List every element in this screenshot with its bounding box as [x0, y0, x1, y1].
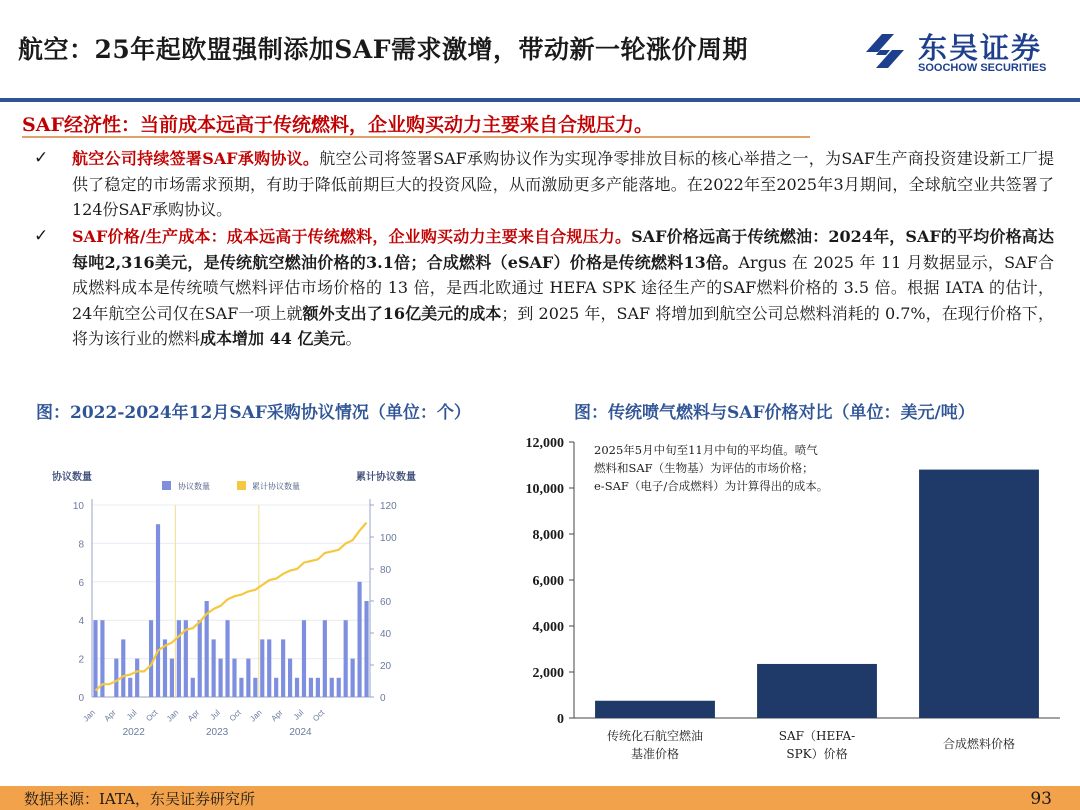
data-source: 数据来源：IATA，东吴证券研究所 [24, 790, 255, 808]
agreement-bar [218, 659, 222, 697]
y-tick-label-left: 10 [72, 501, 84, 512]
chart-annotation [594, 441, 894, 495]
checkmark-icon: ✓ [34, 148, 49, 168]
section-underline [22, 136, 810, 138]
agreement-bar [121, 639, 125, 697]
agreement-bar [198, 620, 202, 697]
x-tick-label: Apr [185, 708, 202, 724]
agreement-bar [274, 678, 278, 697]
agreement-bar [302, 620, 306, 697]
x-tick-label: Jul [291, 708, 306, 722]
agreement-bar [246, 659, 250, 697]
agreement-bar [239, 678, 243, 697]
price-bar [757, 664, 877, 718]
x-tick-label: Jan [81, 708, 97, 724]
year-label: 2023 [205, 727, 229, 738]
agreement-bar [156, 524, 160, 697]
y-tick-label-left: 4 [78, 616, 84, 628]
year-label: 2024 [289, 727, 312, 738]
y-tick-label-right: 120 [380, 501, 397, 512]
y-tick-label-left: 6 [78, 577, 84, 589]
x-tick-label: Oct [311, 708, 327, 724]
y-tick-label: 8,000 [532, 528, 564, 543]
annotation-line: 2025年5月中旬至11月中旬的平均值。喷气 [594, 443, 818, 457]
x-category-label: SPK）价格 [786, 747, 848, 761]
agreement-bar [253, 678, 257, 697]
bullet-bold-2: 额外支出了16亿美元的成本 [302, 303, 502, 323]
bullet-text-1 [72, 146, 1054, 223]
bullet-body-1: 航空公司将签署SAF承购协议作为实现净零排放目标的核心举措之一，为SAF生产商投资建设新工厂提供了稳定的市场需求预期，有助于降低前期巨大的投资风险，从而激励更多产能落地。在2022年至2025年3月期间，全球航空业共签署了124份SAF承购协议。 [72, 149, 1054, 219]
agreement-bar [135, 659, 139, 697]
agreement-bar [212, 639, 216, 697]
agreement-bar [281, 639, 285, 697]
agreement-bar [177, 620, 181, 697]
header-divider [0, 98, 1080, 102]
agreements-chart-svg [40, 458, 420, 744]
y-tick-label-right: 20 [380, 661, 392, 672]
bullet-bold-1: SAF价格远高于传统燃油：2024年，SAF的平均价格高达每吨2,316美元，是传统航空燃油价格的3.1倍；合成燃料（eSAF）价格是传统燃料13倍。 [72, 227, 1054, 272]
right-chart-caption: 图：传统喷气燃料与SAF价格对比（单位：美元/吨） [574, 403, 975, 423]
agreement-bar [357, 582, 361, 697]
annotation-line: 燃料和SAF（生物基）为评估的市场价格； [594, 461, 814, 475]
x-tick-label: Jul [124, 708, 139, 722]
agreement-bar [288, 659, 292, 697]
agreement-bar [330, 678, 334, 697]
y-tick-label-left: 2 [78, 654, 84, 666]
y-tick-label-left: 0 [78, 693, 84, 704]
y-axis-title-left: 协议数量 [52, 472, 92, 483]
agreement-bar [309, 678, 313, 697]
y-tick-label-right: 80 [380, 565, 392, 576]
agreement-bar [93, 620, 97, 697]
legend-swatch-line [237, 481, 246, 490]
y-tick-label-right: 40 [380, 629, 392, 640]
y-tick-label: 2,000 [532, 666, 564, 681]
legend-swatch-bars [162, 481, 171, 490]
legend-label-bars: 协议数量 [178, 482, 210, 491]
bullet-bold-3: 成本增加 44 亿美元 [200, 329, 346, 348]
bullet-body-2b: ；到 2025 年，SAF 将增加到航空公司总燃料消耗的 0.7%，在现行价格下，将为该行业的燃料 [72, 303, 1054, 348]
price-bar [595, 701, 715, 718]
logo-chinese-name: 东吴证券 [918, 31, 1043, 65]
bullet-lead-2: SAF价格/生产成本：成本远高于传统燃料，企业购买动力主要来自合规压力。 [72, 227, 632, 246]
agreement-bar [128, 678, 132, 697]
page-number: 93 [1030, 789, 1052, 809]
agreement-bar [260, 639, 264, 697]
agreement-bar [364, 601, 368, 697]
x-category-label: SAF（HEFA- [778, 729, 856, 743]
y-tick-label: 12,000 [525, 436, 564, 451]
x-category-label: 基准价格 [630, 747, 680, 761]
y-tick-label: 0 [557, 712, 564, 727]
bullet-body-2a: Argus 在 2025 年 11 月数据显示，SAF合成燃料成本是传统喷气燃料评估市场价格的 13 倍，是西北欧通过 HEFA SPK 途径生产的SAF燃料价格的 3.5 倍。根据 IATA 的估计，24年航空公司仅在SAF一项上就 [72, 252, 1054, 323]
soochow-logo-icon [860, 28, 910, 72]
x-tick-label: Apr [269, 708, 285, 724]
left-chart-caption: 图：2022-2024年12月SAF采购协议情况（单位：个） [36, 403, 471, 423]
x-category-label: 传统化石航空燃油 [606, 729, 704, 743]
agreement-bar [267, 639, 271, 697]
year-label: 2022 [122, 727, 145, 738]
section-title: SAF经济性：当前成本远高于传统燃料，企业购买动力主要来自合规压力。 [22, 114, 653, 136]
x-tick-label: Apr [102, 708, 118, 724]
agreement-bar [337, 678, 341, 697]
bullet-item-1 [34, 146, 1054, 223]
x-tick-label: Jan [164, 708, 181, 724]
y-tick-label: 4,000 [532, 620, 564, 635]
agreement-bar [170, 659, 174, 697]
x-tick-label: Jan [248, 708, 264, 724]
agreement-bar [149, 620, 153, 697]
x-tick-label: Jul [208, 708, 222, 722]
company-logo [860, 24, 1060, 76]
agreement-bar [344, 620, 348, 697]
x-tick-label: Oct [144, 708, 160, 724]
agreement-bar [225, 620, 229, 697]
y-tick-label-left: 8 [78, 539, 84, 551]
page-title: 航空：25年起欧盟强制添加SAF需求激增，带动新一轮涨价周期 [18, 35, 748, 64]
y-tick-label: 10,000 [525, 482, 564, 497]
footer-bar [0, 786, 1080, 810]
agreement-bar [114, 659, 118, 697]
agreement-bar [323, 620, 327, 697]
x-category-label: 合成燃料价格 [942, 737, 1016, 751]
y-tick-label: 6,000 [532, 574, 564, 589]
price-bar [919, 470, 1039, 718]
x-tick-label: Oct [227, 708, 243, 724]
y-tick-label-right: 100 [380, 533, 397, 544]
y-tick-label-right: 0 [380, 693, 386, 704]
logo-english-name: SOOCHOW SECURITIES [918, 62, 1047, 74]
agreement-bar [351, 659, 355, 697]
agreement-bar [295, 678, 299, 697]
agreement-bar [232, 659, 236, 697]
agreement-bar [191, 678, 195, 697]
bullet-text-2 [72, 224, 1054, 352]
bullet-body-2c: 。 [345, 329, 362, 348]
y-axis-title-right: 累计协议数量 [356, 472, 416, 483]
legend-label-line: 累计协议数量 [252, 482, 300, 491]
checkmark-icon: ✓ [34, 226, 49, 246]
annotation-line: e-SAF（电子/合成燃料）为计算得出的成本。 [594, 479, 829, 493]
agreement-bar [316, 678, 320, 697]
agreements-chart [40, 458, 420, 744]
bullet-lead-1: 航空公司持续签署SAF承购协议。 [72, 149, 320, 168]
y-tick-label-right: 60 [380, 597, 392, 608]
bullet-item-2 [34, 224, 1054, 352]
